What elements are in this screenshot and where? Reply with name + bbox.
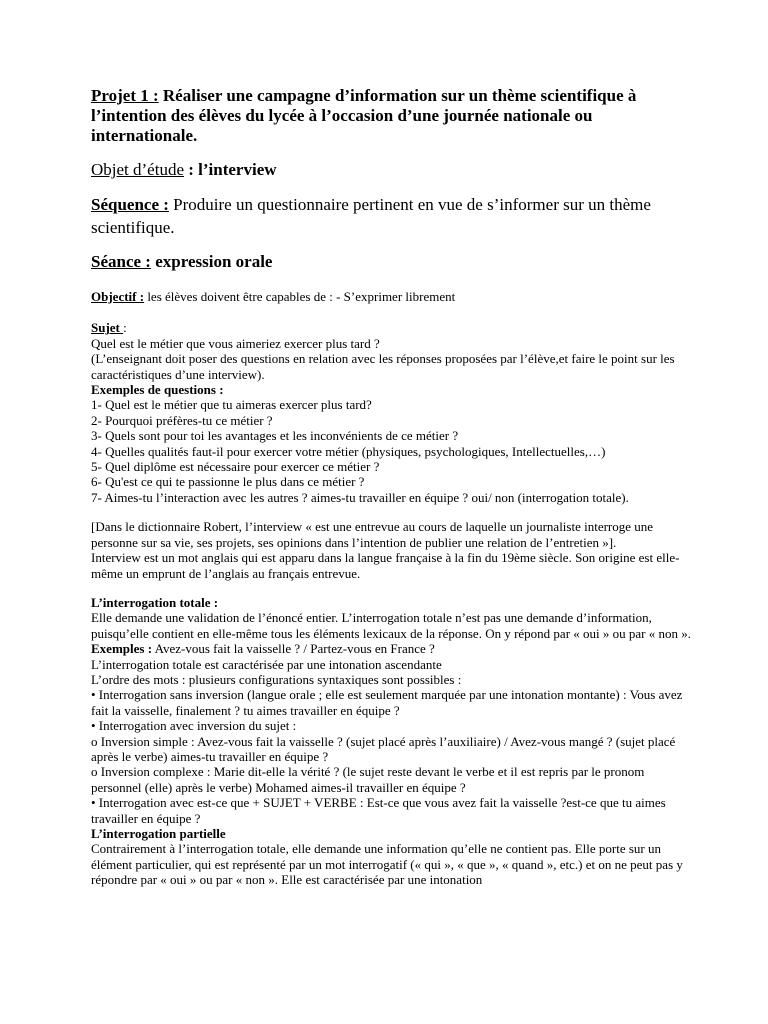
exemple-item-3: 3- Quels sont pour toi les avantages et les inconvénients de ce métier ? — [91, 428, 459, 444]
project-text: Réaliser une campagne d’information sur un thème scientifique à l’intention des élèves du lycée à l’occasion d’une journée nationale ou internationale. — [91, 86, 637, 145]
totale-exemples-text: Avez-vous fait la vaisselle ? / Partez-vous en France ? — [152, 641, 435, 657]
totale-line-2: L’ordre des mots : plusieurs configurations syntaxiques sont possibles : — [91, 671, 462, 687]
totale-title: L’interrogation totale : — [91, 594, 219, 610]
totale-line-4: • Interrogation avec inversion du sujet : — [91, 718, 297, 734]
totale-line-6: o Inversion complexe : Marie dit-elle la vérité ? (le sujet reste devant le verbe et il est repris par le pronom personnel (elle) après le verbe) Mohamed aimes-il travailler en équipe ? — [91, 764, 645, 795]
objet-label: Objet d’étude — [91, 160, 184, 179]
totale-paragraph — [91, 610, 691, 656]
definition-block — [91, 519, 691, 581]
objectif-line — [91, 289, 691, 304]
sujet-label: Sujet — [91, 320, 124, 336]
sujet-line — [91, 320, 691, 335]
seance-text: expression orale — [150, 252, 273, 271]
sequence-text: Produire un questionnaire pertinent en vue de s’informer sur un thème scientifique. — [91, 195, 651, 237]
totale-p1: Elle demande une validation de l’énoncé entier. L’interrogation totale n’est pas une demande d’information, puisqu’elle contient en elle-même tous les éléments lexicaux de la réponse. On y répond par « oui » ou par « non ». — [91, 610, 691, 641]
seance-heading — [91, 251, 691, 273]
project-label: Projet 1 : — [91, 86, 159, 105]
sujet-note: (L’enseignant doit poser des questions en relation avec les réponses proposées par l’élève,et faire le point sur les caractéristiques d’une interview). — [91, 351, 675, 382]
partielle-paragraph: Contrairement à l’interrogation totale, elle demande une information qu’elle ne contient pas. Elle porte sur un élément particulier, qui est représenté par un mot interrogatif (« qui », « que », « quand », etc.) et on ne peut pas y répondre par « oui » ou par « non ». Elle est caractérisée par une intonation — [91, 841, 683, 888]
totale-line-1: L’interrogation totale est caractérisée par une intonation ascendante — [91, 656, 442, 672]
project-heading — [91, 86, 691, 146]
objectif-label: Objectif : — [91, 289, 145, 304]
sequence-heading — [91, 193, 691, 239]
totale-exemples-label: Exemples : — [91, 641, 153, 657]
totale-line-5: o Inversion simple : Avez-vous fait la vaisselle ? (sujet placé après l’auxiliaire) / Avez-vous mangé ? (sujet placé après le verbe) aimes-tu travailler en équipe ? — [91, 733, 676, 764]
definition-robert: [Dans le dictionnaire Robert, l’interview « est une entrevue au cours de laquelle un journaliste interroge une personne sur sa vie, ses projets, ses opinions dans l’intention de publier une relation de l’entretien »]. — [91, 519, 654, 550]
totale-line-3: • Interrogation sans inversion (langue orale ; elle est seulement marquée par une intonation montante) : Vous avez fait la vaisselle, finalement ? tu aimes travailler en équipe ? — [91, 687, 683, 718]
exemples-title: Exemples de questions : — [91, 382, 224, 398]
interrogation-totale-block — [91, 595, 691, 888]
seance-label: Séance : — [91, 252, 151, 271]
definition-origine: Interview est un mot anglais qui est apparu dans la langue française à la fin du 19ème siècle. Son origine est elle-même un emprunt de l’anglais au français entrevue. — [91, 550, 680, 581]
objet-text: : l’interview — [184, 160, 277, 179]
totale-line-7: • Interrogation avec est-ce que + SUJET + VERBE : Est-ce que vous avez fait la vaisselle ?est-ce que tu aimes travailler en équipe ? — [91, 795, 666, 826]
sujet-block — [91, 320, 691, 505]
exemple-item-1: 1- Quel est le métier que tu aimeras exercer plus tard? — [91, 397, 372, 413]
sujet-colon: : — [123, 320, 127, 336]
exemple-item-6: 6- Qu'est ce qui te passionne le plus dans ce métier ? — [91, 474, 365, 490]
partielle-title: L’interrogation partielle — [91, 826, 226, 841]
exemple-item-4: 4- Quelles qualités faut-il pour exercer votre métier (physiques, psychologiques, Intellectuelles,…) — [91, 443, 606, 459]
exemple-item-7: 7- Aimes-tu l’interaction avec les autres ? aimes-tu travailler en équipe ? oui/ non (interrogation totale). — [91, 489, 629, 505]
document-content — [91, 86, 691, 888]
exemple-item-5: 5- Quel diplôme est nécessaire pour exercer ce métier ? — [91, 459, 380, 475]
exemple-item-2: 2- Pourquoi préfères-tu ce métier ? — [91, 412, 273, 428]
sequence-label: Séquence : — [91, 195, 169, 214]
sujet-question: Quel est le métier que vous aimeriez exercer plus tard ? — [91, 335, 380, 351]
objectif-text: les élèves doivent être capables de : - S’exprimer librement — [144, 289, 456, 304]
objet-heading — [91, 159, 691, 181]
